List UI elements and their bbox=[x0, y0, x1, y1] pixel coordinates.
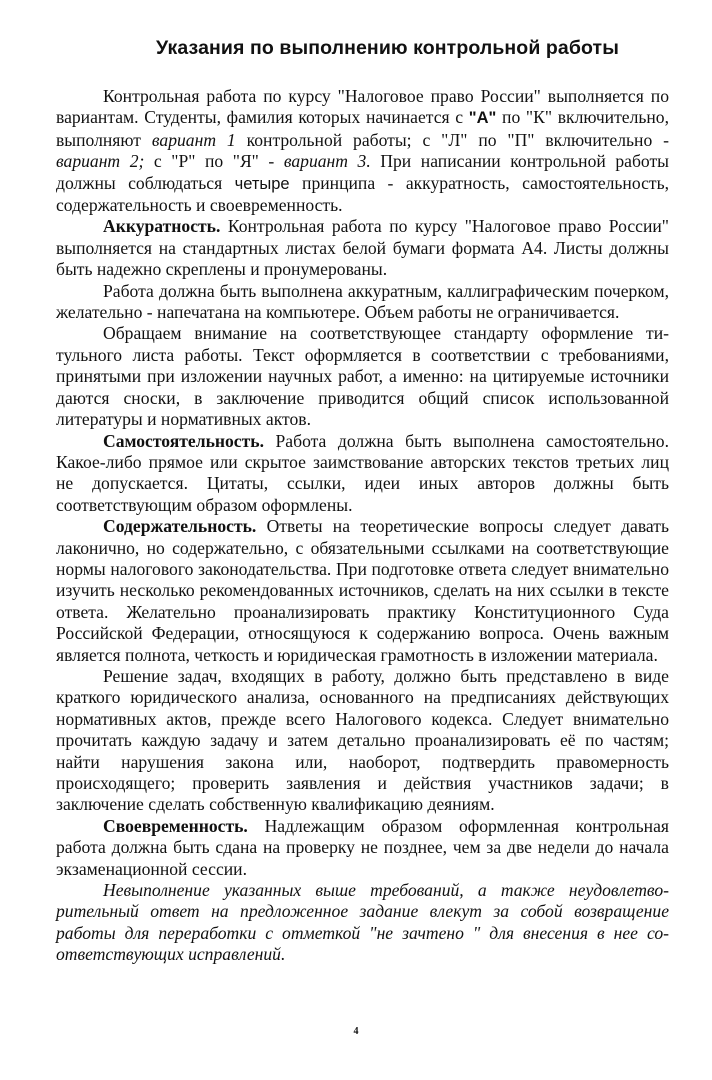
neatness-paragraph: Работа должна быть выполнена аккуратным, каллиграфическим почерком, желательно - напечатана на компьютере. Объем работы не ограничивается. bbox=[56, 280, 669, 323]
title-page-paragraph: Обращаем внимание на соответствующее стандарту оформление титульного листа работы. Текст оформляется в соответствии с требованиями, принятыми при изложении научных работ, а именно: на цитируемые источники даются сноски, в заключение приводится общий список использованной литературы и нормативных актов. bbox=[56, 323, 669, 430]
accuracy-heading: Аккуратность. bbox=[103, 216, 221, 237]
timeliness-text: Надлежащим образом оформленная контрольная работа должна быть сдана на проверку не позднее, чем за две недели до начала экзаменационной сессии. bbox=[56, 815, 669, 879]
intro-text-2: по "К" включительно, выполняют bbox=[56, 107, 669, 150]
intro-text-3: контрольной работы; с "Л" по "П" включительно - bbox=[235, 129, 669, 150]
letter-a: "А" bbox=[468, 109, 497, 128]
intro-text-5: При написании контрольной работы должны соблюдаться bbox=[56, 151, 669, 193]
intro-text-6: принципа - аккуратность, самостоятельность, содержательность и своевременность. bbox=[56, 172, 669, 216]
intro-text-1: Контрольная работа по курсу "Налоговое право России" выполняется по вариантам. Студенты, фамилия которых начинается с bbox=[56, 86, 669, 128]
accuracy-paragraph bbox=[56, 216, 669, 280]
accuracy-text: Контрольная работа по курсу "Налоговое право России" выполняется на стандартных листах белой бумаги формата А4. Листы должны быть надежно скреплены и пронумерованы. bbox=[56, 216, 669, 280]
timeliness-heading: Своевременность. bbox=[103, 815, 248, 836]
tasks-paragraph: Решение задач, входящих в работу, должно быть представлено в виде краткого юридического анализа, основанного на предписаниях действующих нормативных актов, прежде всего Налогового кодекса. Следует внимательно прочитать каждую задачу и затем детально проанализировать её по частям; найти нарушения закона или, наоборот, подтвердить правомерность происходящего; проверить заявления и действия участников задачи; в заключение сделать собственную квалификацию деяниям. bbox=[56, 665, 669, 815]
variant-2: вариант 2; bbox=[56, 151, 145, 172]
intro-text-4: с "Р" по "Я" - bbox=[144, 151, 284, 172]
independence-heading: Самостоятельность. bbox=[103, 430, 264, 451]
variant-1: вариант 1 bbox=[151, 129, 236, 150]
independence-text: Работа должна быть выполнена самостоятельно. Какое-либо прямое или скрытое заимствование авторских текстов третьих лиц не допускается. Цитаты, ссылки, идеи иных авторов должны быть соответствующим образом оформлены. bbox=[56, 430, 669, 515]
content-heading: Содержательность. bbox=[103, 516, 257, 537]
page-title: Указания по выполнению контрольной работы bbox=[156, 37, 619, 59]
variant-3: вариант 3. bbox=[283, 151, 371, 172]
intro-paragraph bbox=[56, 86, 669, 216]
document-body bbox=[56, 86, 669, 966]
independence-paragraph bbox=[56, 431, 669, 517]
word-four: четыре bbox=[234, 174, 290, 193]
timeliness-paragraph bbox=[56, 816, 669, 880]
content-paragraph bbox=[56, 516, 669, 666]
page-number: 4 bbox=[353, 1026, 359, 1037]
note-paragraph: Невыполнение указанных выше требований, а также неудовлетворительный ответ на предложенное задание влекут за собой возвращение работы для переработки с отметкой "не зачтено " для внесения в нее соответствующих исправлений. bbox=[56, 880, 669, 965]
content-text: Ответы на теоретические вопросы следует давать лаконично, но содержательно, с обязательными ссылками на соответствующие нормы налогового законодательства. При подготовке ответа следует внимательно изучить несколько рекомендованных источников, сделать на них ссылки в тексте ответа. Желательно проанализировать практику Конституционного Суда Российской Федерации, относящуюся к содержанию вопроса. Очень важным является полнота, четкость и юридическая грамотность в изложении материала. bbox=[56, 516, 669, 665]
